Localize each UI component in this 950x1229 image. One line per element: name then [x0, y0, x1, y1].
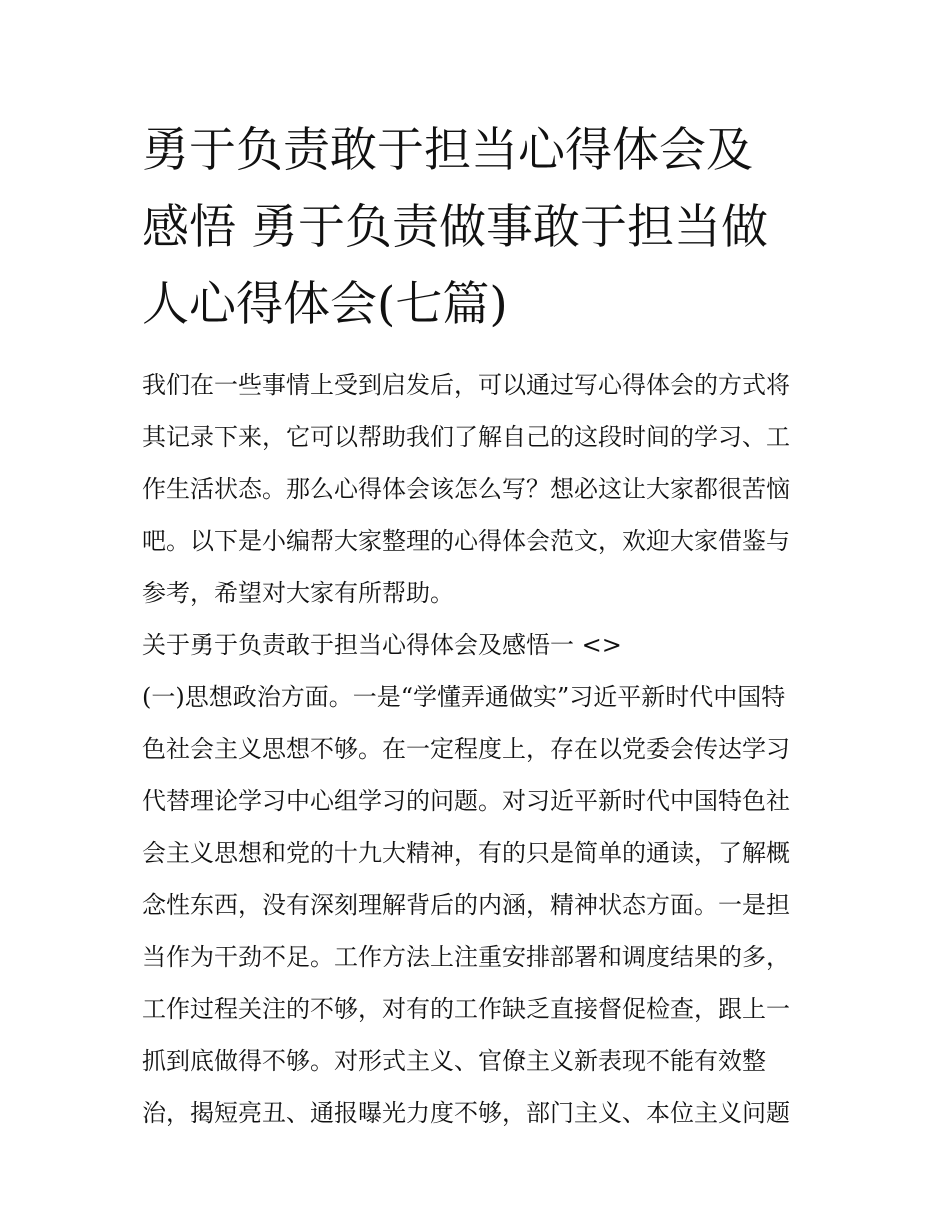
title-line: 感悟 勇于负责做事敢于担当做: [142, 200, 768, 255]
body-line: 代替理论学习中心组学习的问题。对习近平新时代中国特色社: [142, 787, 790, 815]
body-line: (一)思想政治方面。一是“学懂弄通做实”习近平新时代中国特: [142, 683, 786, 711]
body-line: 作生活状态。那么心得体会该怎么写？想必这让大家都很苦恼: [142, 475, 790, 503]
body-line: 工作过程关注的不够，对有的工作缺乏直接督促检查，跟上一: [142, 995, 790, 1023]
title-line: 人心得体会(七篇): [142, 277, 508, 332]
body-line: 会主义思想和党的十九大精神，有的只是简单的通读，了解概: [142, 839, 790, 867]
body-line: 其记录下来，它可以帮助我们了解自己的这段时间的学习、工: [142, 423, 790, 451]
document-title: [142, 112, 814, 343]
section-heading: 关于勇于负责敢于担当心得体会及感悟一 <>: [142, 631, 622, 659]
body-line: 参考，希望对大家有所帮助。: [142, 579, 454, 607]
body-line: 抓到底做得不够。对形式主义、官僚主义新表现不能有效整: [142, 1047, 766, 1075]
body-line: 吧。以下是小编帮大家整理的心得体会范文，欢迎大家借鉴与: [142, 527, 790, 555]
document-content: [142, 112, 814, 1139]
body-line: 当作为干劲不足。工作方法上注重安排部署和调度结果的多，: [142, 943, 790, 971]
body-line: 念性东西，没有深刻理解背后的内涵，精神状态方面。一是担: [142, 891, 790, 919]
document-body: [142, 359, 814, 1139]
body-line: 治，揭短亮丑、通报曝光力度不够，部门主义、本位主义问题: [142, 1099, 790, 1127]
body-line: 色社会主义思想不够。在一定程度上，存在以党委会传达学习: [142, 735, 790, 763]
body-line: 我们在一些事情上受到启发后，可以通过写心得体会的方式将: [142, 371, 790, 399]
title-line: 勇于负责敢于担当心得体会及: [142, 123, 753, 178]
